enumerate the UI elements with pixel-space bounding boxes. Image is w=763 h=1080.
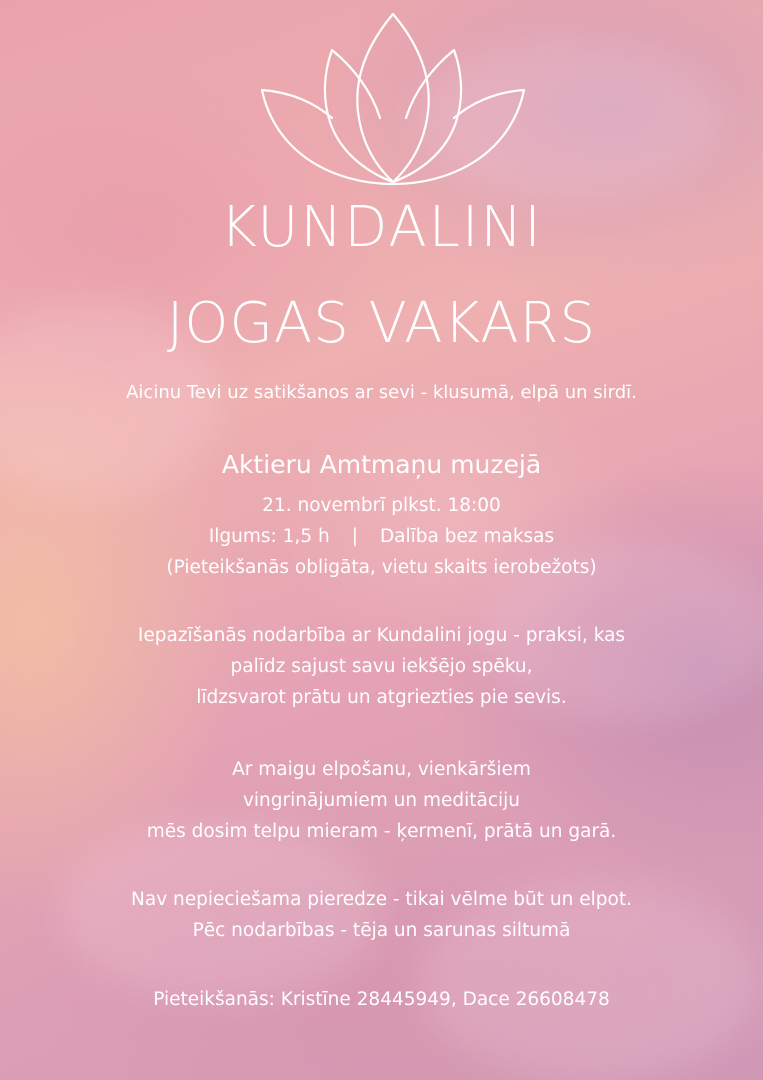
breath-paragraph: [0, 754, 763, 847]
separator: |: [351, 526, 358, 547]
note-line: Nav nepieciešama pieredze - tikai vēlme būt un elpot.: [131, 889, 632, 910]
event-details: [0, 490, 763, 583]
registration-note: (Pieteikšanās obligāta, vietu skaits ierobežots): [166, 557, 597, 578]
breath-line: vingrinājumiem un meditāciju: [242, 790, 521, 811]
event-date: 21. novembrī plkst. 18:00: [262, 495, 501, 516]
intro-paragraph: [0, 620, 763, 713]
breath-line: mēs dosim telpu mieram - ķermenī, prātā un garā.: [146, 821, 617, 842]
title-line-2: JOGAS VAKARS: [166, 291, 597, 356]
event-price: Dalība bez maksas: [379, 526, 555, 547]
tagline: Aicinu Tevi uz satikšanos ar sevi - klusumā, elpā un sirdī.: [126, 382, 637, 403]
duration-price-line: [0, 521, 763, 552]
note-paragraph: [0, 884, 763, 946]
note-line: Pēc nodarbības - tēja un sarunas siltumā: [192, 920, 571, 941]
lotus-icon: [246, 6, 540, 192]
intro-line: līdzsvarot prātu un atgriezties pie sevis.: [196, 687, 567, 708]
intro-line: Iepazīšanās nodarbība ar Kundalini jogu - praksi, kas: [137, 625, 626, 646]
intro-line: palīdz sajust savu iekšējo spēku,: [230, 656, 533, 677]
title-line-1: KUNDALINI: [220, 195, 543, 260]
venue: Aktieru Amtmaņu muzejā: [221, 450, 542, 479]
breath-line: Ar maigu elpošanu, vienkāršiem: [232, 759, 531, 780]
event-duration: Ilgums: 1,5 h: [208, 526, 330, 547]
contact-line: Pieteikšanās: Kristīne 28445949, Dace 26608478: [153, 989, 610, 1010]
